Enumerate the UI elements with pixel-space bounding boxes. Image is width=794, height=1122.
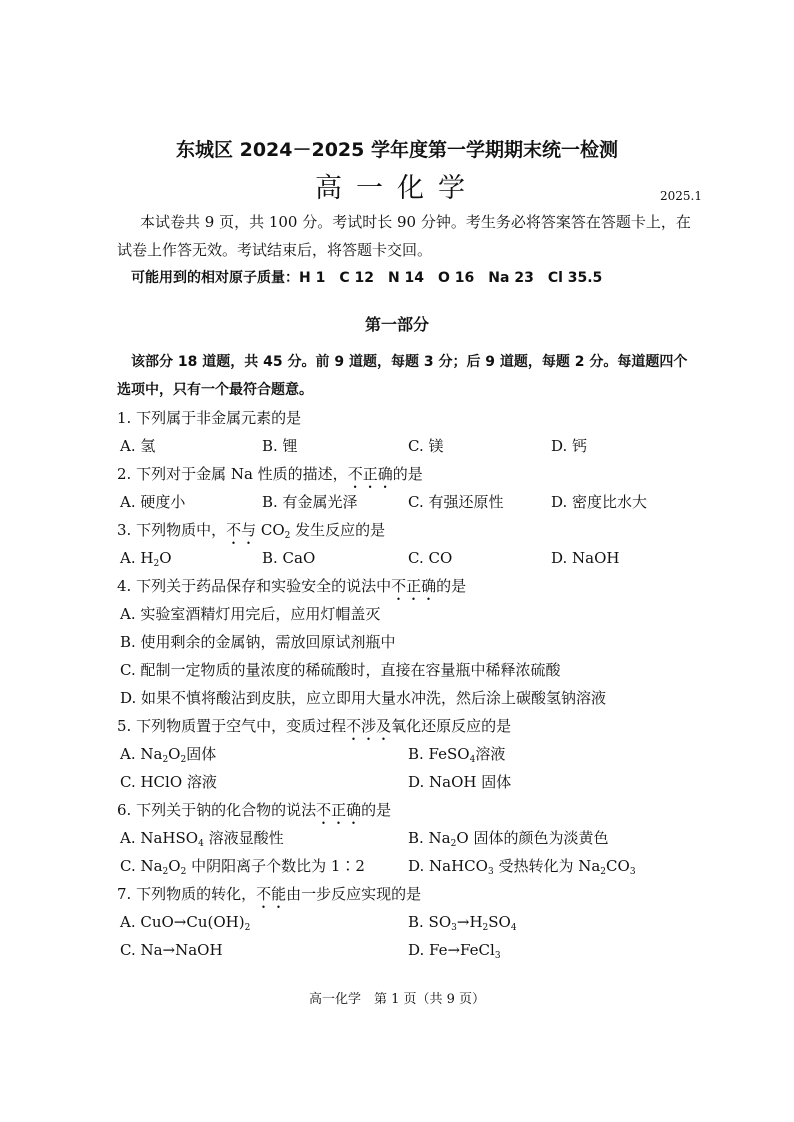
question-3-stem (117, 520, 385, 548)
question-4-emphasis: 不正确 (391, 577, 437, 595)
question-5-stem-pre: 5. 下列物质置于空气中，变质过程 (117, 717, 347, 735)
question-7-option-d-pre: D. Fe→FeCl (408, 941, 495, 959)
question-6-option-d-pre: D. NaHCO (408, 857, 488, 875)
exam-date: 2025.1 (660, 189, 702, 203)
question-1-stem: 1. 下列属于非金属元素的是 (117, 409, 302, 427)
question-3-stem-pre: 3. 下列物质中， (117, 521, 227, 539)
question-5-option-a-mid: O (168, 745, 181, 763)
question-3-option-b: B. CaO (262, 549, 316, 567)
question-6-option-d-mid: 受热转化为 Na (493, 857, 601, 875)
question-3-option-d: D. NaOH (551, 549, 620, 567)
question-3-option-a-pre: A. H (120, 549, 154, 567)
atomic-mass-line: 可能用到的相对原子质量：H 1 C 12 N 14 O 16 Na 23 Cl 35.5 (131, 270, 603, 286)
question-1-option-d: D. 钙 (551, 437, 588, 455)
question-2-option-d: D. 密度比水大 (551, 493, 648, 511)
question-4-option-c: C. 配制一定物质的量浓度的稀硫酸时，直接在容量瓶中稀释浓硫酸 (120, 661, 561, 679)
question-1-option-b: B. 锂 (262, 437, 298, 455)
question-6-emphasis: 不正确 (316, 801, 362, 819)
question-2-option-c: C. 有强还原性 (408, 493, 504, 511)
question-3-option-a-sub: 2 (153, 559, 160, 569)
question-3-emphasis: 不与 (226, 521, 257, 539)
question-2-stem-post: 的是 (392, 465, 423, 483)
question-6-option-c-sub1: 2 (162, 867, 169, 877)
question-2-emphasis: 不正确 (347, 465, 393, 483)
question-7-option-d (408, 940, 501, 960)
question-6-stem (117, 800, 391, 828)
question-5-option-b-post: 溶液 (475, 745, 506, 763)
question-7-option-c: C. Na→NaOH (120, 941, 223, 959)
question-5-stem (117, 716, 511, 744)
question-7-option-a (120, 912, 250, 932)
question-6-option-b-post: O 固体的颜色为淡黄色 (456, 829, 609, 847)
question-3-subscript: 2 (284, 531, 291, 541)
question-3-option-c: C. CO (408, 549, 453, 567)
question-7-option-b-sub3: 4 (510, 923, 517, 933)
question-7-option-b-sub: 3 (451, 923, 457, 933)
question-7-option-b (408, 912, 517, 932)
question-4-stem (117, 576, 466, 604)
part-title: 第一部分 (364, 315, 429, 334)
page-footer: 高一化学 第 1 页（共 9 页） (308, 992, 486, 1007)
question-6-option-a (120, 828, 284, 848)
question-6-option-a-sub: 4 (198, 839, 204, 849)
question-6-option-a-post: 溶液显酸性 (203, 829, 284, 847)
question-6-option-b-pre: B. Na (408, 829, 451, 847)
question-5-option-a-sub1: 2 (162, 755, 169, 765)
question-1-option-a: A. 氢 (120, 437, 156, 455)
question-6-option-c-pre: C. Na (120, 857, 163, 875)
question-5-option-a-pre: A. Na (120, 745, 163, 763)
part-intro-2: 选项中，只有一个最符合题意。 (117, 382, 313, 398)
question-6-option-d-mid2: CO (606, 857, 630, 875)
question-7-stem-pre: 7. 下列物质的转化， (117, 885, 257, 903)
question-5-option-b-sub: 4 (469, 755, 476, 765)
question-7-stem-post: 由一步反应实现的是 (286, 885, 422, 903)
question-5-option-a-sub2: 2 (180, 755, 187, 765)
question-6-option-d-sub3: 3 (629, 867, 636, 877)
question-6-option-c (120, 856, 365, 876)
question-6-stem-pre: 6. 下列关于钠的化合物的说法 (117, 801, 317, 819)
question-4-option-a: A. 实验室酒精灯用完后，应用灯帽盖灭 (120, 605, 381, 623)
question-5-stem-post: 氧化还原反应的是 (391, 717, 512, 735)
instructions-line-1: 本试卷共 9 页，共 100 分。考试时长 90 分钟。考生务必将答案答在答题卡上，在 (140, 213, 691, 231)
question-2-option-a: A. 硬度小 (120, 493, 186, 511)
question-6-stem-post: 的是 (361, 801, 392, 819)
question-5-option-b (408, 744, 505, 764)
question-7-option-d-sub: 3 (494, 951, 501, 961)
question-7-option-b-mid2: SO (488, 913, 511, 931)
question-4-stem-post: 的是 (436, 577, 467, 595)
question-4-option-d: D. 如果不慎将酸沾到皮肤，应立即用大量水冲洗，然后涂上碳酸氢钠溶液 (120, 689, 607, 707)
question-6-option-d (408, 856, 636, 876)
question-7-option-b-pre: B. SO (408, 913, 452, 931)
question-5-option-c: C. HClO 溶液 (120, 773, 217, 791)
question-4-option-b: B. 使用剩余的金属钠，需放回原试剂瓶中 (120, 633, 396, 651)
question-3-stem-post2: 发生反应的是 (290, 521, 386, 539)
question-7-emphasis: 不能 (256, 885, 287, 903)
question-5-option-b-pre: B. FeSO (408, 745, 470, 763)
question-2-stem (117, 464, 423, 492)
question-6-option-d-sub2: 2 (600, 867, 607, 877)
question-3-option-a-post: O (159, 549, 172, 567)
question-6-option-b-sub: 2 (450, 839, 457, 849)
question-7-option-b-mid: →H (456, 913, 483, 931)
question-7-option-a-sub: 2 (244, 923, 251, 933)
question-7-option-a-pre: A. CuO→Cu(OH) (120, 913, 245, 931)
question-5-option-d: D. NaOH 固体 (408, 773, 512, 791)
question-6-option-b (408, 828, 608, 848)
question-7-option-b-sub2: 2 (482, 923, 489, 933)
part-intro-1: 该部分 18 道题，共 45 分。前 9 道题，每题 3 分；后 9 道题，每题 2 分。每道题四个 (131, 354, 688, 370)
question-7-stem (117, 884, 421, 912)
subject-title: 高一化学 (315, 173, 479, 204)
question-6-option-c-sub2: 2 (180, 867, 187, 877)
question-3-option-a (120, 548, 172, 568)
question-6-option-c-post: 中阴阳离子个数比为 1∶2 (186, 857, 365, 875)
question-2-stem-pre: 2. 下列对于金属 Na 性质的描述， (117, 465, 348, 483)
question-6-option-c-mid: O (168, 857, 181, 875)
question-1-option-c: C. 镁 (408, 437, 444, 455)
question-4-stem-pre: 4. 下列关于药品保存和实验安全的说法中 (117, 577, 392, 595)
question-2-option-b: B. 有金属光泽 (262, 493, 358, 511)
exam-title: 东城区 2024－2025 学年度第一学期期末统一检测 (176, 139, 618, 161)
question-6-option-d-sub: 3 (487, 867, 494, 877)
question-6-option-a-pre: A. NaHSO (120, 829, 199, 847)
question-5-option-a (120, 744, 216, 764)
instructions-line-2: 试卷上作答无效。考试结束后，将答题卡交回。 (117, 241, 433, 259)
question-5-option-a-post: 固体 (186, 745, 217, 763)
question-5-emphasis: 不涉及 (346, 717, 392, 735)
question-3-stem-post1: CO (256, 521, 285, 539)
